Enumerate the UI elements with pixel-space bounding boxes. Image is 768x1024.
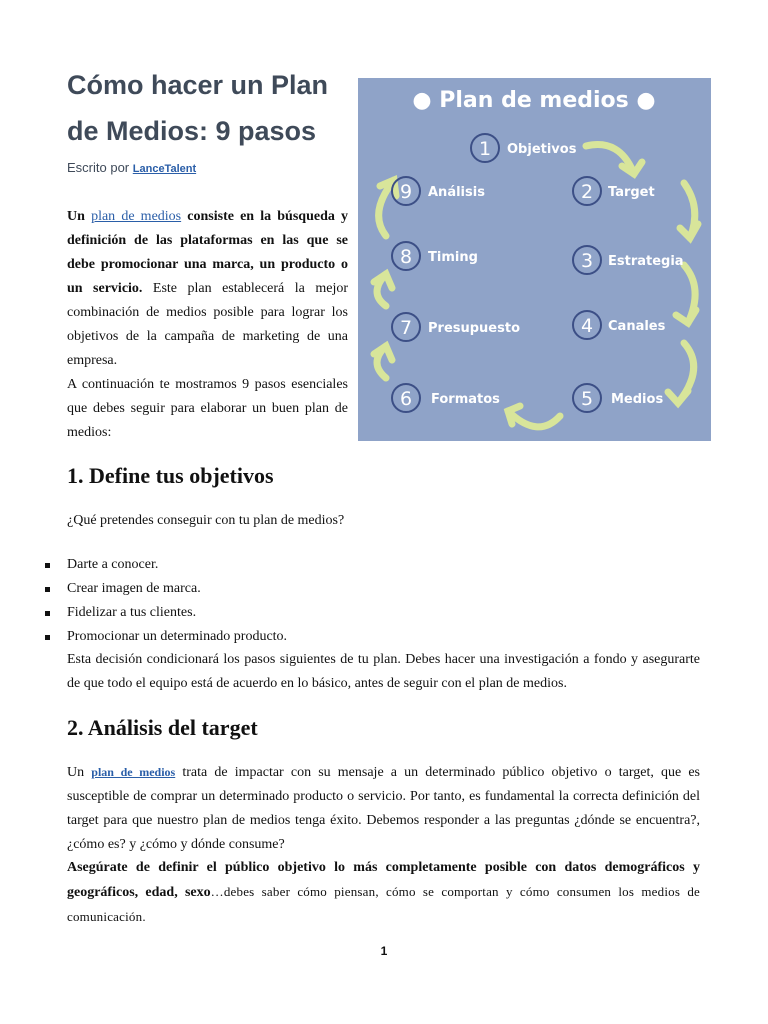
step-number: 1 xyxy=(478,138,492,160)
step-number: 4 xyxy=(580,315,594,337)
step-label: Timing xyxy=(428,250,478,265)
author-link[interactable]: LanceTalent xyxy=(132,163,197,175)
section-2-paragraph-2 xyxy=(67,856,700,930)
step-label: Presupuesto xyxy=(428,321,521,336)
intro-bold-text: consiste en la búsqueda y definición de las plataformas en las que se debe promocionar una marca, un producto o un servicio. xyxy=(67,209,349,296)
step-label: Objetivos xyxy=(507,142,577,157)
step-number: 3 xyxy=(580,250,594,272)
plan-de-medios-infographic xyxy=(358,78,711,441)
objectives-list xyxy=(40,553,540,649)
page-number: 1 xyxy=(380,944,388,958)
arrowhead-icon xyxy=(676,310,696,323)
step-8 xyxy=(392,242,478,270)
step-7 xyxy=(392,313,520,341)
step-number: 7 xyxy=(399,317,413,339)
step-number: 2 xyxy=(580,181,594,203)
step-label: Canales xyxy=(608,319,666,334)
step-number: 9 xyxy=(399,181,413,203)
cycle-arrow-5 xyxy=(508,411,560,427)
infographic-steps xyxy=(392,134,684,412)
section-2-rest-text: …debes saber cómo piensan, cómo se comportan y cómo consumen los medios de comunicación. xyxy=(67,884,700,924)
intro-paragraph-1 xyxy=(67,205,348,373)
section-2-paragraph-1 xyxy=(67,760,700,857)
section-2-rest: trata de impactar con su mensaje a un determinado público objetivo o target, que es susceptible de comprar un determinado producto o servicio. Por tanto, es fundamental la correcta definición del target para que nuestro plan de medios tenga éxito. Debemos responder a las preguntas ¿dónde se encuentra?, ¿cómo es? y ¿cómo y dónde consume? xyxy=(67,765,700,852)
step-label: Análisis xyxy=(428,185,485,200)
arrowhead-icon xyxy=(668,391,688,403)
intro-text xyxy=(67,205,348,445)
intro-paragraph-2: A continuación te mostramos 9 pasos esenciales que debes seguir para elaborar un buen plan de medios: xyxy=(67,377,348,440)
infographic-title: ● Plan de medios ● xyxy=(412,88,656,113)
byline-prefix: Escrito por xyxy=(67,160,130,175)
list-item: Promocionar un determinado producto. xyxy=(40,625,540,649)
intro-rest-text: Este plan establecerá la mejor combinación de medios posible para lograr los objetivos de la campaña de marketing de una empresa. xyxy=(67,281,348,368)
intro-word: Un xyxy=(67,209,85,224)
list-item: Darte a conocer. xyxy=(40,553,540,577)
step-9 xyxy=(392,177,485,205)
step-label: Target xyxy=(608,185,655,200)
step-label: Estrategia xyxy=(608,254,684,269)
step-5 xyxy=(573,384,663,412)
list-item: Crear imagen de marca. xyxy=(40,577,540,601)
list-item: Fidelizar a tus clientes. xyxy=(40,601,540,625)
step-1 xyxy=(471,134,577,162)
byline xyxy=(67,160,196,175)
step-3 xyxy=(573,246,684,274)
step-number: 6 xyxy=(399,388,413,410)
step-label: Medios xyxy=(611,392,664,407)
section-1-paragraph: Esta decisión condicionará los pasos siguientes de tu plan. Debes hacer una investigación a fondo y asegurarte de que todo el equipo está de acuerdo en lo básico, antes de seguir con el plan de medios. xyxy=(67,652,700,691)
page-title: Cómo hacer un Plan de Medios: 9 pasos xyxy=(67,70,329,146)
step-number: 8 xyxy=(399,246,413,268)
step-label: Formatos xyxy=(431,392,500,407)
step-6 xyxy=(392,384,500,412)
plan-de-medios-link[interactable]: plan de medios xyxy=(91,209,182,224)
step-4 xyxy=(573,311,666,339)
step-number: 5 xyxy=(580,388,594,410)
section-2-word: Un xyxy=(67,765,85,780)
infographic-svg xyxy=(358,78,711,441)
section-1-question: ¿Qué pretendes conseguir con tu plan de medios? xyxy=(67,513,345,528)
section-2-bold-text: Asegúrate de definir el público objetivo lo más completamente posible con datos demográficos y geográficos, edad, sexo xyxy=(67,860,700,900)
step-2 xyxy=(573,177,655,205)
section-1-heading: 1. Define tus objetivos xyxy=(67,463,274,488)
plan-de-medios-link-2[interactable]: plan de medios xyxy=(91,765,176,779)
section-2-heading: 2. Análisis del target xyxy=(67,715,258,740)
